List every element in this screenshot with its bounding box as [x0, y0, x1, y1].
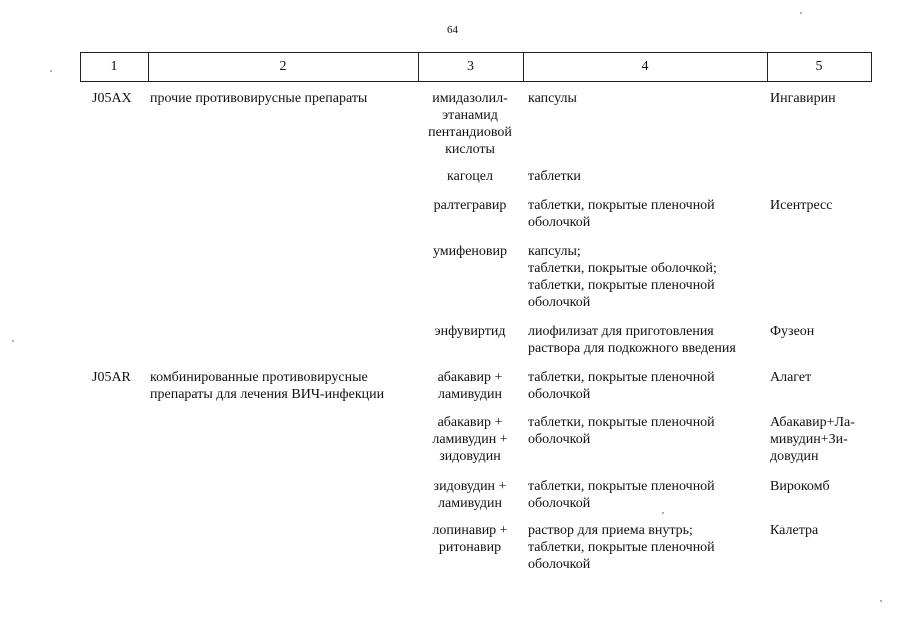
group-name: комбинированные противовирусные препараты для лечения ВИЧ-инфекции [150, 370, 385, 402]
inn-cell: абакавир + ламивудин [437, 370, 503, 402]
inn-cell: абакавир + ламивудин + зидовудин [432, 415, 508, 464]
column-header-1: 1 [110, 59, 118, 74]
table-header-bottom-rule [80, 81, 872, 82]
inn-cell: умифеновир [432, 244, 508, 259]
trade-name-cell: Калетра [770, 523, 819, 538]
scan-speck [800, 12, 802, 14]
page-number: 64 [447, 24, 458, 36]
dosage-form-cell: таблетки [528, 169, 581, 184]
inn-cell: лопинавир + ритонавир [432, 523, 508, 555]
trade-name-cell: Вирокомб [770, 479, 830, 494]
trade-name-cell: Абакавир+Ла- мивудин+Зи- довудин [770, 415, 855, 464]
trade-name-cell: Фузеон [770, 324, 815, 339]
dosage-form-cell: таблетки, покрытые пленочной оболочкой [528, 415, 715, 447]
dosage-form-cell: лиофилизат для приготовления раствора для подкожного введения [528, 324, 736, 356]
inn-cell: кагоцел [447, 169, 493, 184]
group-name: прочие противовирусные препараты [150, 91, 368, 106]
trade-name-cell: Исентресс [770, 198, 833, 213]
dosage-form-cell: капсулы [528, 91, 577, 106]
column-header-2: 2 [279, 59, 287, 74]
trade-name-cell: Ингавирин [770, 91, 836, 106]
inn-cell: зидовудин + ламивудин [433, 479, 507, 511]
inn-cell: энфувиртид [434, 324, 506, 339]
table-header-divider [871, 52, 872, 81]
dosage-form-cell: таблетки, покрытые пленочной оболочкой [528, 198, 715, 230]
dosage-form-cell: таблетки, покрытые пленочной оболочкой [528, 370, 715, 402]
atc-code: J05AR [92, 370, 131, 385]
trade-name-cell: Алагет [770, 370, 812, 385]
scan-speck [12, 340, 14, 342]
scan-speck [662, 512, 664, 514]
dosage-form-cell: раствор для приема внутрь; таблетки, покрытые пленочной оболочкой [528, 523, 715, 572]
column-header-5: 5 [815, 59, 823, 74]
dosage-form-cell: таблетки, покрытые пленочной оболочкой [528, 479, 715, 511]
inn-cell: имидазолил- этанамид пентандиовой кислоты [428, 91, 512, 157]
scan-speck [880, 600, 882, 602]
atc-code: J05AX [92, 91, 132, 106]
dosage-form-cell: капсулы; таблетки, покрытые оболочкой; таблетки, покрытые пленочной оболочкой [528, 244, 717, 310]
column-header-4: 4 [641, 59, 649, 74]
table-header-top-rule [80, 52, 872, 53]
column-header-3: 3 [467, 59, 474, 74]
scan-speck [50, 70, 52, 72]
inn-cell: ралтегравир [433, 198, 507, 213]
